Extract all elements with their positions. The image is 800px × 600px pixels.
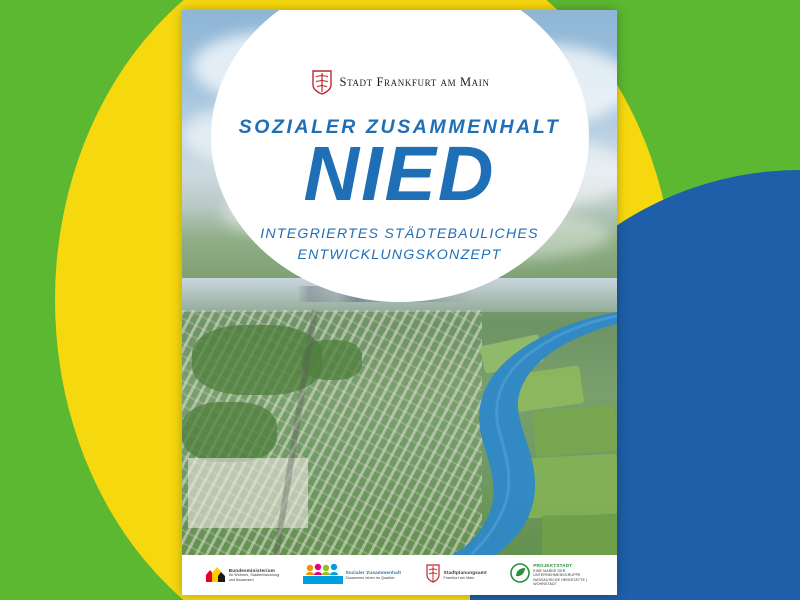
logo-line-1: Stadtplanungsamt: [443, 569, 487, 575]
logo-line-2: EINE MARKE DER UNTERNEHMENSGRUPPE: [533, 568, 581, 578]
logo-line-1: PROJEKTSTADT: [533, 563, 573, 569]
footer-logo-strip: [182, 555, 617, 595]
houses-icon: [204, 563, 226, 588]
cover-subtitle: [182, 224, 617, 267]
logo-sozialer-zusammenhalt-text: [346, 570, 402, 580]
logo-stadt-frankfurt: [425, 563, 487, 588]
logo-stadt-frankfurt-text: [444, 570, 487, 580]
leaf-circle-icon: [510, 563, 530, 588]
frankfurt-coat-of-arms-icon: [310, 68, 334, 96]
coat-of-arms-icon: [425, 563, 441, 588]
logo-projektstadt: [510, 563, 595, 588]
cover-kicker: SOZIALER ZUSAMMENHALT: [238, 116, 561, 138]
logo-bundesministerium-text: [229, 568, 279, 583]
logo-projektstadt-text: [533, 563, 595, 587]
logo-sozialer-zusammenhalt: [303, 562, 402, 589]
cover-subtitle-line2: ENTWICKLUNGSKONZEPT: [297, 246, 502, 263]
logo-line-3: NASSAUISCHE HEIMSTÄTTE | WOHNSTADT: [533, 577, 588, 587]
logo-line-2: Frankfurt am Main: [443, 575, 475, 580]
background-blue-block: [630, 370, 800, 600]
people-group-icon: [303, 562, 343, 589]
logo-line-1: Bundesministerium: [228, 567, 275, 573]
logo-line-2: Zusammen leben im Quartier: [345, 575, 395, 580]
masthead: [182, 10, 617, 266]
cover-subtitle-line1: INTEGRIERTES STÄDTEBAULICHES: [260, 225, 539, 242]
document-cover: [182, 10, 617, 595]
logo-line-1: Sozialer Zusammenhalt: [345, 569, 402, 575]
logo-line-2: für Wohnen, Stadtentwicklung: [228, 573, 280, 578]
logo-bundesministerium: [204, 563, 279, 588]
publisher-label: Stadt Frankfurt am Main: [339, 74, 490, 89]
logo-line-3: und Bauwesen: [228, 577, 254, 582]
publisher-line: [182, 68, 617, 96]
river-main: [182, 306, 617, 555]
page-title: NIED: [303, 131, 496, 217]
